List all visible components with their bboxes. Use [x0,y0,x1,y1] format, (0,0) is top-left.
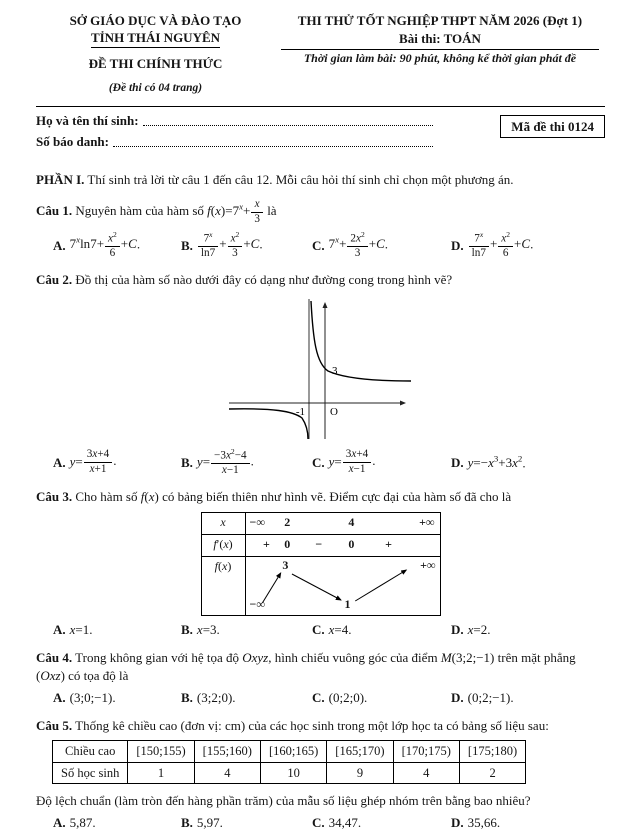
option-a [53,449,181,475]
bbt-function-header: f(x) [202,557,246,615]
option-key: D. [451,815,464,831]
option-a [53,231,181,260]
question-2-label: Câu 2. [36,271,73,287]
bbt-sign-minus: − [315,537,323,552]
option-text: x=4. [328,622,352,638]
question-3-label: Câu 3. [36,489,73,505]
option-c [312,814,451,831]
y-three-label: 3 [331,364,337,377]
interval-cell: [160;165) [260,741,326,763]
candidate-name-dotted-line [143,124,433,126]
exam-duration: Thời gian làm bài: 90 phút, không kể thời gian phát đề [303,51,577,66]
option-text: 5,97. [196,815,223,831]
exam-title: THI THỬ TỐT NGHIỆP THPT NĂM 2026 (Đợt 1) [297,13,583,28]
bbt-derivative-header: f′(x) [202,535,246,556]
table-row-counts [53,762,526,784]
interval-cell: [175;180) [459,741,525,763]
x-minus1-label: -1 [295,405,305,418]
option-c [312,689,451,706]
option-key: C. [312,237,325,253]
option-d [451,814,605,831]
option-b [181,814,312,831]
count-cell: 4 [393,762,459,784]
bbt-f-neg-infinity: −∞ [249,597,265,612]
candidate-name-label: Họ và tên thí sinh: [36,112,139,128]
question-1-label: Câu 1. [36,203,73,219]
bbt-sign-zero: 0 [348,537,355,552]
department-line1: SỞ GIÁO DỤC VÀ ĐÀO TẠO [69,13,242,28]
option-d [451,231,605,260]
option-key: D. [451,237,464,253]
option-key: C. [312,454,325,470]
part1-label: PHẦN I. [36,171,85,187]
option-a [53,814,181,831]
bbt-f-valley: 1 [344,597,351,612]
part1-text: Thí sinh trả lời từ câu 1 đến câu 12. Mỗi câu hỏi thí sinh chỉ chọn một phương án. [87,171,514,187]
option-key: B. [181,689,193,705]
option-key: A. [53,689,66,705]
option-key: C. [312,622,325,638]
question-5-options [36,814,605,831]
bbt-row-derivative [202,535,440,557]
option-key: B. [181,815,193,831]
option-b [181,448,312,477]
question-1 [36,199,605,260]
bbt-sign-zero: 0 [284,537,291,552]
bbt-x-pos-infinity: +∞ [419,515,435,530]
count-cell: 2 [459,762,525,784]
header-divider [281,49,599,50]
option-key: C. [312,689,325,705]
question-2-stem: Đồ thị của hàm số nào dưới đây có dạng như đường cong trong hình vẽ? [75,271,453,287]
option-text: $7^x+$ $\frac{2x^2}{3}$ +C. [328,229,389,260]
question-4-stem: Trong không gian với hệ tọa độ Oxyz, hình chiếu vuông góc của điểm M(3;2;−1) trên mặt phẳng (Oxz) có tọa độ là [36,650,576,683]
option-text: $y=-x^3+3x^2$. [467,453,526,471]
interval-cell: [165;170) [327,741,393,763]
question-3-stem: Cho hàm số f(x) có bảng biến thiên như hình vẽ. Điểm cực đại của hàm số đã cho là [75,489,512,505]
bbt-function-values [246,557,440,615]
bbt-x-values [246,513,440,534]
candidate-id-label: Số báo danh: [36,133,109,149]
option-key: A. [53,454,66,470]
bbt-x-neg-infinity: −∞ [249,515,265,530]
official-exam-label: ĐỀ THI CHÍNH THỨC [88,56,223,72]
count-cell: 9 [327,762,393,784]
bbt-f-pos-infinity: +∞ [420,558,436,573]
interval-cell: [155;160) [194,741,260,763]
option-b [181,621,312,638]
question-5 [36,717,605,831]
option-text: (0;2;−1). [467,689,514,705]
table-row-heights [53,741,526,763]
interval-cell: [170;175) [393,741,459,763]
option-key: C. [312,815,325,831]
arrow-down [291,574,340,600]
count-cell: 4 [194,762,260,784]
row-header: Chiều cao [53,741,128,763]
question-4-options [36,689,605,706]
option-text: 5,87. [69,815,96,831]
option-d [451,621,605,638]
bbt-x-2: 2 [284,515,291,530]
count-cell: 10 [260,762,326,784]
bbt-x-header: x [202,513,246,534]
option-text: x=2. [467,622,491,638]
frequency-table [52,740,526,784]
department-block [36,12,275,97]
bbt-sign-plus: + [385,537,393,552]
option-key: B. [181,237,193,253]
option-key: A. [53,237,66,253]
candidate-section [36,106,605,156]
option-text: y= $\frac{3x+4}{x-1}$ . [328,448,376,476]
option-text: x=3. [196,622,220,638]
question-2 [36,271,605,477]
question-5-stem: Thống kê chiều cao (đơn vị: cm) của các học sinh trong một lớp học ta có bảng số liệu sau: [75,717,549,733]
question-2-options [36,448,605,477]
bbt-row-x [202,513,440,535]
option-text: $\frac{7^x}{\ln 7}$ + $\frac{x^2}{6}$ +C. [468,231,534,260]
exam-title-block [275,12,605,97]
question-4 [36,649,605,705]
question-5-followup: Độ lệch chuẩn (làm tròn đến hàng phần trăm) của mẫu số liệu ghép nhóm trên bằng bao nhiêu? [36,793,531,809]
option-text: $7^x\ln 7+$ $\frac{x^2}{6}$ +C. [69,229,141,260]
option-text: (3;2;0). [196,689,236,705]
option-key: B. [181,454,193,470]
bbt-derivative-signs [246,535,440,556]
option-text: (0;2;0). [328,689,368,705]
option-d [451,454,605,471]
variation-table [201,512,441,616]
candidate-id-dotted-line [113,145,433,147]
option-key: A. [53,815,66,831]
option-text: 35,66. [467,815,501,831]
option-text: $\frac{7^x}{\ln 7}$ + $\frac{x^2}{3}$ +C. [197,231,263,260]
option-a [53,689,181,706]
part1-instruction [36,171,605,188]
pages-note: (Đề thi có 04 trang) [108,82,203,95]
question-3-options [36,621,605,638]
option-a [53,621,181,638]
count-cell: 1 [128,762,194,784]
question-1-options [36,231,605,260]
option-c [312,449,451,475]
department-line2: TỈNH THÁI NGUYÊN [91,29,220,48]
question-1-stem: Nguyên hàm của hàm số $f(x)=7^x+$ $\frac{x}{3}$ là [75,198,277,225]
question-4-label: Câu 4. [36,650,73,666]
option-text: (3;0;−1). [69,689,116,705]
option-text: y= $\frac{-3x^2-4}{x-1}$ . [196,446,254,477]
bbt-f-peak: 3 [282,558,289,573]
bbt-x-4: 4 [348,515,355,530]
option-key: D. [451,454,464,470]
question-5-label: Câu 5. [36,717,73,733]
option-key: A. [53,622,66,638]
question-2-figure [36,291,605,443]
question-2-graph [221,291,421,443]
question-3 [36,488,605,638]
option-d [451,689,605,706]
option-c [312,621,451,638]
bbt-arrows [246,557,440,615]
arrow-up-2 [355,570,406,601]
option-text: 34,47. [328,815,362,831]
option-text: x=1. [69,622,93,638]
option-b [181,231,312,260]
row-header: Số học sinh [53,762,128,784]
option-key: D. [451,622,464,638]
header [36,12,605,97]
exam-code-box: Mã đề thi 0124 [500,115,605,138]
option-key: D. [451,689,464,705]
option-key: B. [181,622,193,638]
bbt-sign-plus: + [262,537,270,552]
origin-label: O [329,405,338,418]
option-c [312,231,451,260]
exam-subject: Bài thi: TOÁN [399,31,481,47]
bbt-row-function [202,557,440,615]
option-text: y= $\frac{3x+4}{x+1}$ . [69,448,117,476]
option-b [181,689,312,706]
interval-cell: [150;155) [128,741,194,763]
curve-right-branch [311,301,411,381]
